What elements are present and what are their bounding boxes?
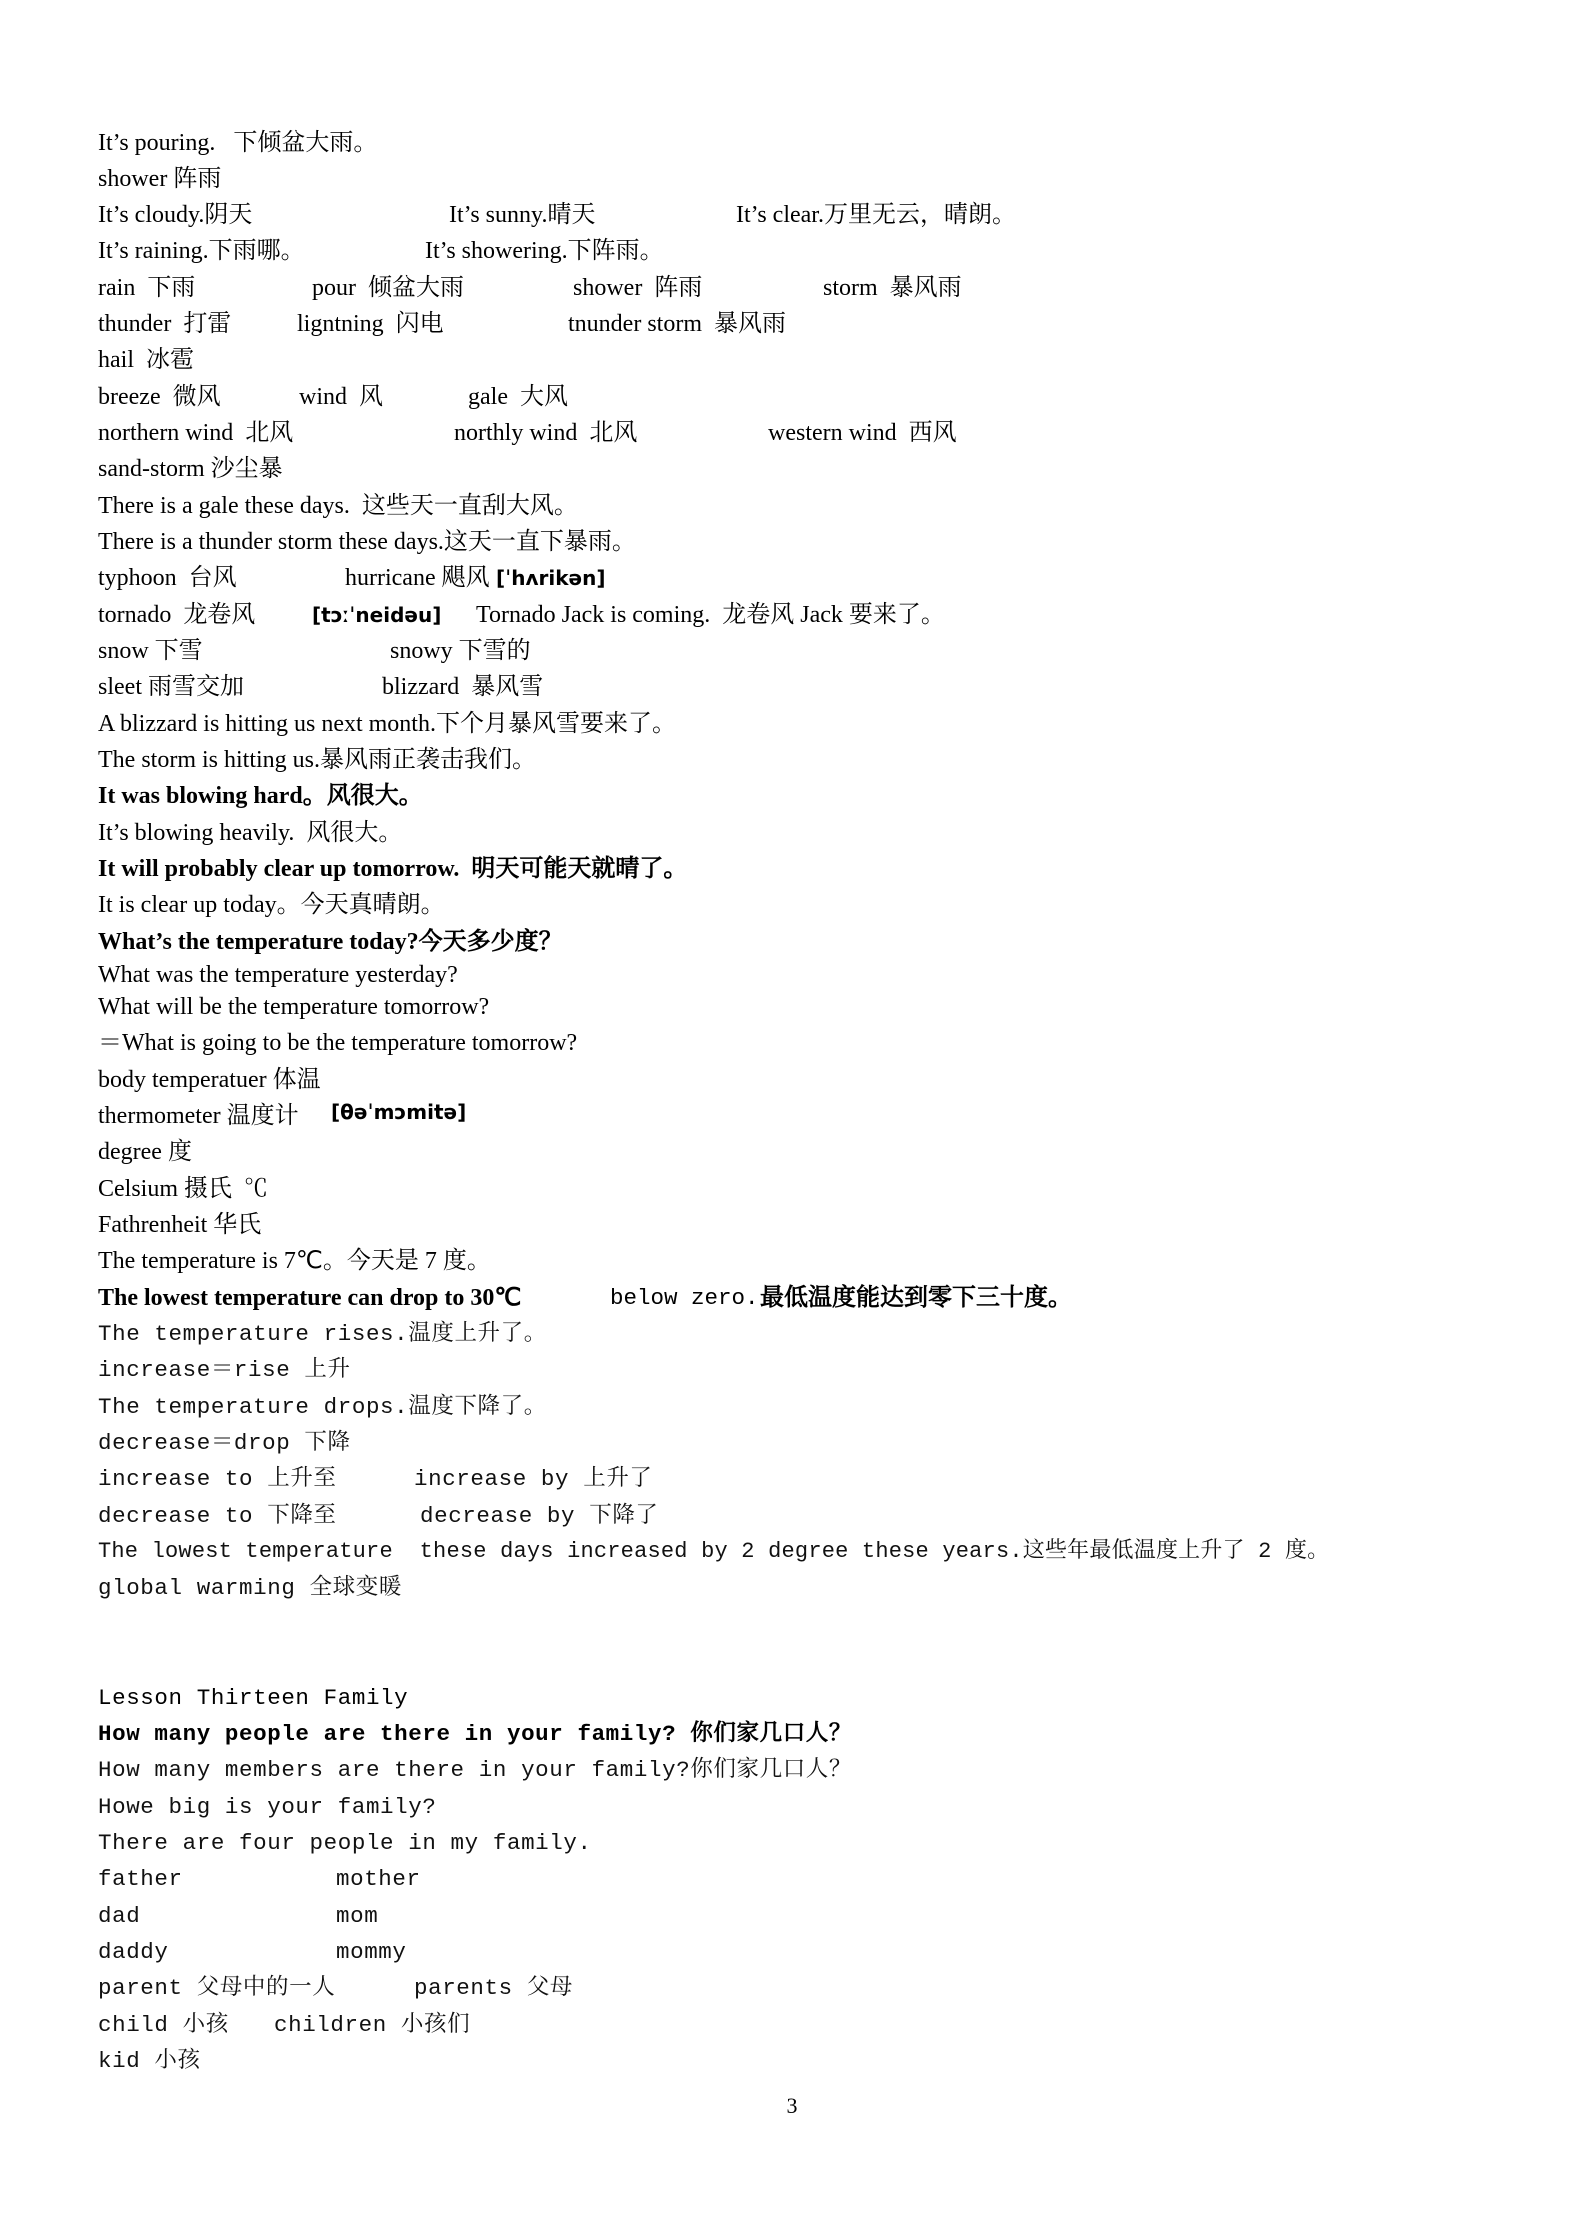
text-line: The temperature rises.温度上升了。 [98, 1321, 547, 1347]
text-line: A blizzard is hitting us next month.下个月暴风雪要来了。 [98, 711, 676, 737]
text-line: daddy mommy [98, 1939, 407, 1965]
phonetic-transcription: [θəˈmɔmitə] [331, 1100, 467, 1124]
page-number: 3 [786, 2093, 798, 2118]
text-line: What will be the temperature tomorrow? [98, 994, 490, 1020]
text-line: shower 阵雨 [98, 166, 222, 192]
phonetic-transcription: [ˈhʌrikən] [496, 566, 606, 590]
text-line: body temperatuer 体温 [98, 1067, 321, 1093]
text-line: It’s pouring. 下倾盆大雨。 [98, 130, 378, 156]
text-line: thermometer 温度计 [θəˈmɔmitə] [98, 1101, 122, 1221]
text-line: There is a gale these days. 这些天一直刮大风。 [98, 493, 578, 519]
text-line: Howe big is your family? [98, 1794, 437, 1820]
text-line: The temperature drops.温度下降了。 [98, 1394, 547, 1420]
text-line: Celsium 摄氏 ℃ [98, 1176, 269, 1202]
text-line: decrease＝drop 下降 [98, 1430, 351, 1456]
section-heading: Lesson Thirteen Family [98, 1685, 409, 1711]
text-line: What was the temperature yesterday? [98, 962, 458, 988]
text-line: global warming 全球变暖 [98, 1575, 402, 1601]
text-line: father mother [98, 1866, 421, 1892]
text-line: decrease to 下降至 decrease by 下降了 [98, 1503, 659, 1529]
text-line: snow 下雪 snowy 下雪的 [98, 638, 531, 664]
text-line: northern wind 北风 northly wind 北风 western wind 西风 [98, 420, 957, 446]
text-line: It’s raining.下雨哪。 It’s showering.下阵雨。 [98, 238, 664, 264]
text-line: There are four people in my family. [98, 1830, 592, 1856]
text-line: degree 度 [98, 1139, 192, 1165]
text-line-bold: How many people are there in your family? 你们家几口人？ [98, 1721, 852, 1747]
text-line: typhoon 台风 hurricane 飓风 [ˈhʌrikən] [98, 565, 606, 591]
text-line: It’s blowing heavily. 风很大。 [98, 820, 403, 846]
text-line: The storm is hitting us.暴风雨正袭击我们。 [98, 747, 536, 773]
text-line: rain 下雨 pour 倾盆大雨 shower 阵雨 storm 暴风雨 [98, 275, 962, 301]
text-line: parent 父母中的一人 parents 父母 [98, 1975, 574, 2001]
text-line-bold: The lowest temperature can drop to 30℃ below zero. 最低温度能达到零下三十度。 [98, 1285, 1072, 1311]
text-line: There is a thunder storm these days.这天一直下暴雨。 [98, 529, 636, 555]
text-line: child 小孩 children 小孩们 [98, 2012, 471, 2038]
text-line: breeze 微风 wind 风 gale 大风 [98, 384, 568, 410]
text-line: The lowest temperature these days increased by 2 degree these years.这些年最低温度上升了 2 度。 [98, 1539, 1330, 1564]
text-line: sand-storm 沙尘暴 [98, 456, 283, 482]
text-line: increase＝rise 上升 [98, 1357, 351, 1383]
text-line-bold: What’s the temperature today?今天多少度？ [98, 929, 563, 955]
text-line: increase to 上升至 increase by 上升了 [98, 1466, 653, 1492]
text-line: thunder 打雷 ligntning 闪电 tnunder storm 暴风雨 [98, 311, 786, 337]
text-line: How many members are there in your family?你们家几口人？ [98, 1757, 852, 1783]
text-line: The temperature is 7℃。今天是 7 度。 [98, 1248, 491, 1274]
text-line: dad mom [98, 1903, 379, 1929]
text-line: It’s cloudy.阴天 It’s sunny.晴天 It’s clear.万里无云，晴朗。 [98, 202, 1016, 228]
phonetic-transcription: [tɔːˈneidəu] [312, 603, 442, 627]
text-line: hail 冰雹 [98, 347, 194, 373]
text-line-bold: It was blowing hard。风很大。 [98, 783, 423, 809]
text-line-bold: It will probably clear up tomorrow. 明天可能天就晴了。 [98, 856, 688, 882]
text-line: Fathrenheit 华氏 [98, 1212, 262, 1238]
text-line: sleet 雨雪交加 blizzard 暴风雪 [98, 674, 544, 700]
text-line: tornado 龙卷风 [tɔːˈneidəu] Tornado Jack is coming. 龙卷风 Jack 要来了。 [98, 602, 945, 628]
text-line: kid 小孩 [98, 2048, 201, 2074]
text-line: ＝What is going to be the temperature tomorrow? [98, 1030, 578, 1056]
text-line: It is clear up today。今天真晴朗。 [98, 892, 445, 918]
